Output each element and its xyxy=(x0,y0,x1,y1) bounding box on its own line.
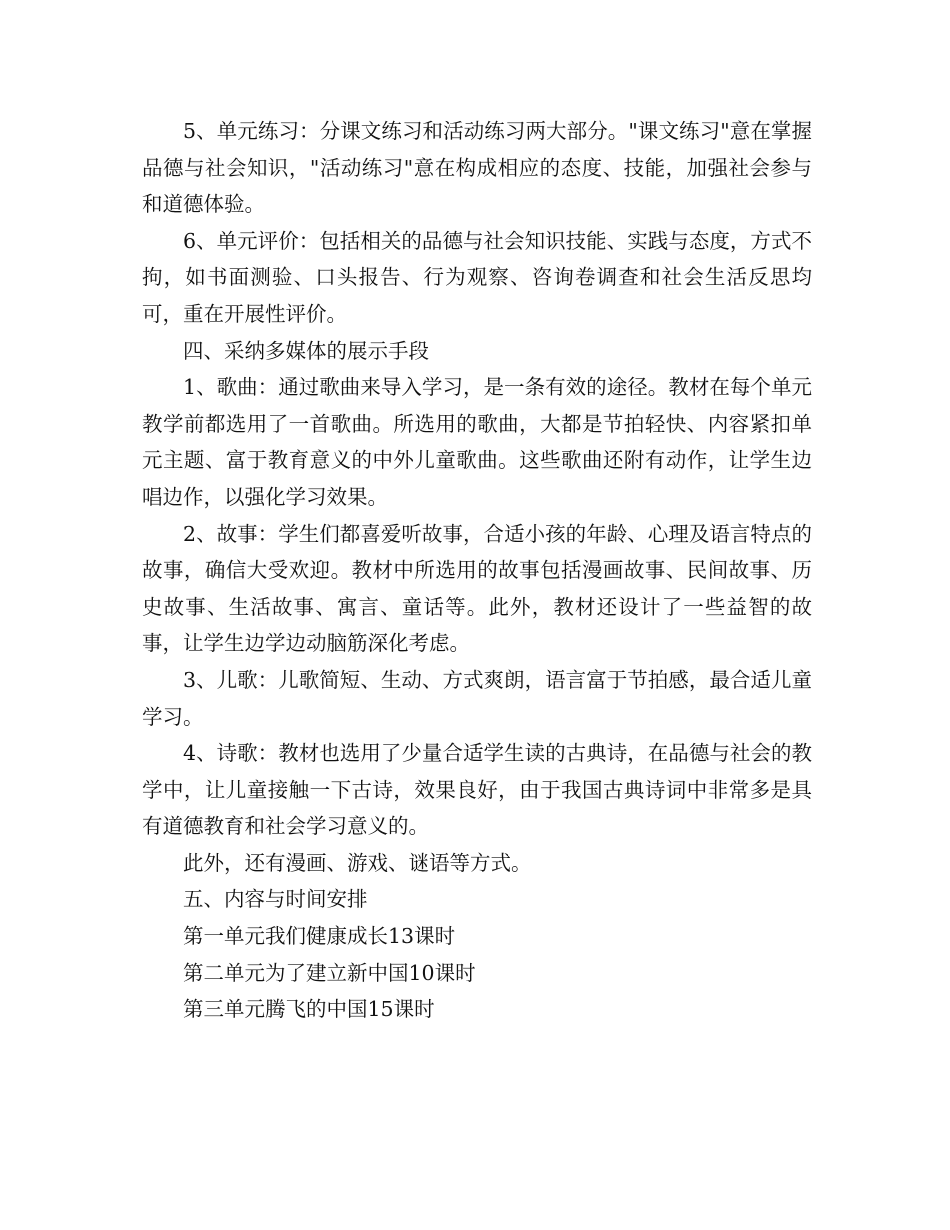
schedule-item-unit-3: 第三单元腾飞的中国15课时 xyxy=(183,997,435,1022)
document-body xyxy=(142,113,812,1028)
paragraph-nursery-rhymes: 3、儿歌：儿歌简短、生动、方式爽朗，语言富于节拍感，最合适儿童学习。 xyxy=(142,667,812,729)
paragraph-songs: 1、歌曲：通过歌曲来导入学习，是一条有效的途径。教材在每个单元教学前都选用了一首歌曲。所选用的歌曲，大都是节拍轻快、内容紧扣单元主题、富于教育意义的中外儿童歌曲。这些歌曲还附有动作，让学生边唱边作，以强化学习效果。 xyxy=(142,375,812,509)
paragraph-unit-exercises: 5、单元练习：分课文练习和活动练习两大部分。"课文练习"意在掌握品德与社会知识，"活动练习"意在构成相应的态度、技能，加强社会参与和道德体验。 xyxy=(142,119,812,217)
paragraph-other-forms: 此外，还有漫画、游戏、谜语等方式。 xyxy=(183,850,532,875)
schedule-item-unit-2: 第二单元为了建立新中国10课时 xyxy=(183,960,476,985)
paragraph-unit-evaluation: 6、单元评价：包括相关的品德与社会知识技能、实践与态度，方式不拘，如书面测验、口头报告、行为观察、咨询卷调查和社会生活反思均可，重在开展性评价。 xyxy=(142,228,812,326)
schedule-item-unit-1: 第一单元我们健康成长13课时 xyxy=(183,924,456,949)
paragraph-poems: 4、诗歌：教材也选用了少量合适学生读的古典诗，在品德与社会的教学中，让儿童接触一下古诗，效果良好，由于我国古典诗词中非常多是具有道德教育和社会学习意义的。 xyxy=(142,741,812,839)
section-heading-multimedia: 四、采纳多媒体的展示手段 xyxy=(183,338,429,363)
paragraph-stories: 2、故事：学生们都喜爱听故事，合适小孩的年龄、心理及语言特点的故事，确信大受欢迎。教材中所选用的故事包括漫画故事、民间故事、历史故事、生活故事、寓言、童话等。此外，教材还设计了一些益智的故事，让学生边学边动脑筋深化考虑。 xyxy=(142,521,812,656)
section-heading-schedule: 五、内容与时间安排 xyxy=(183,887,368,912)
